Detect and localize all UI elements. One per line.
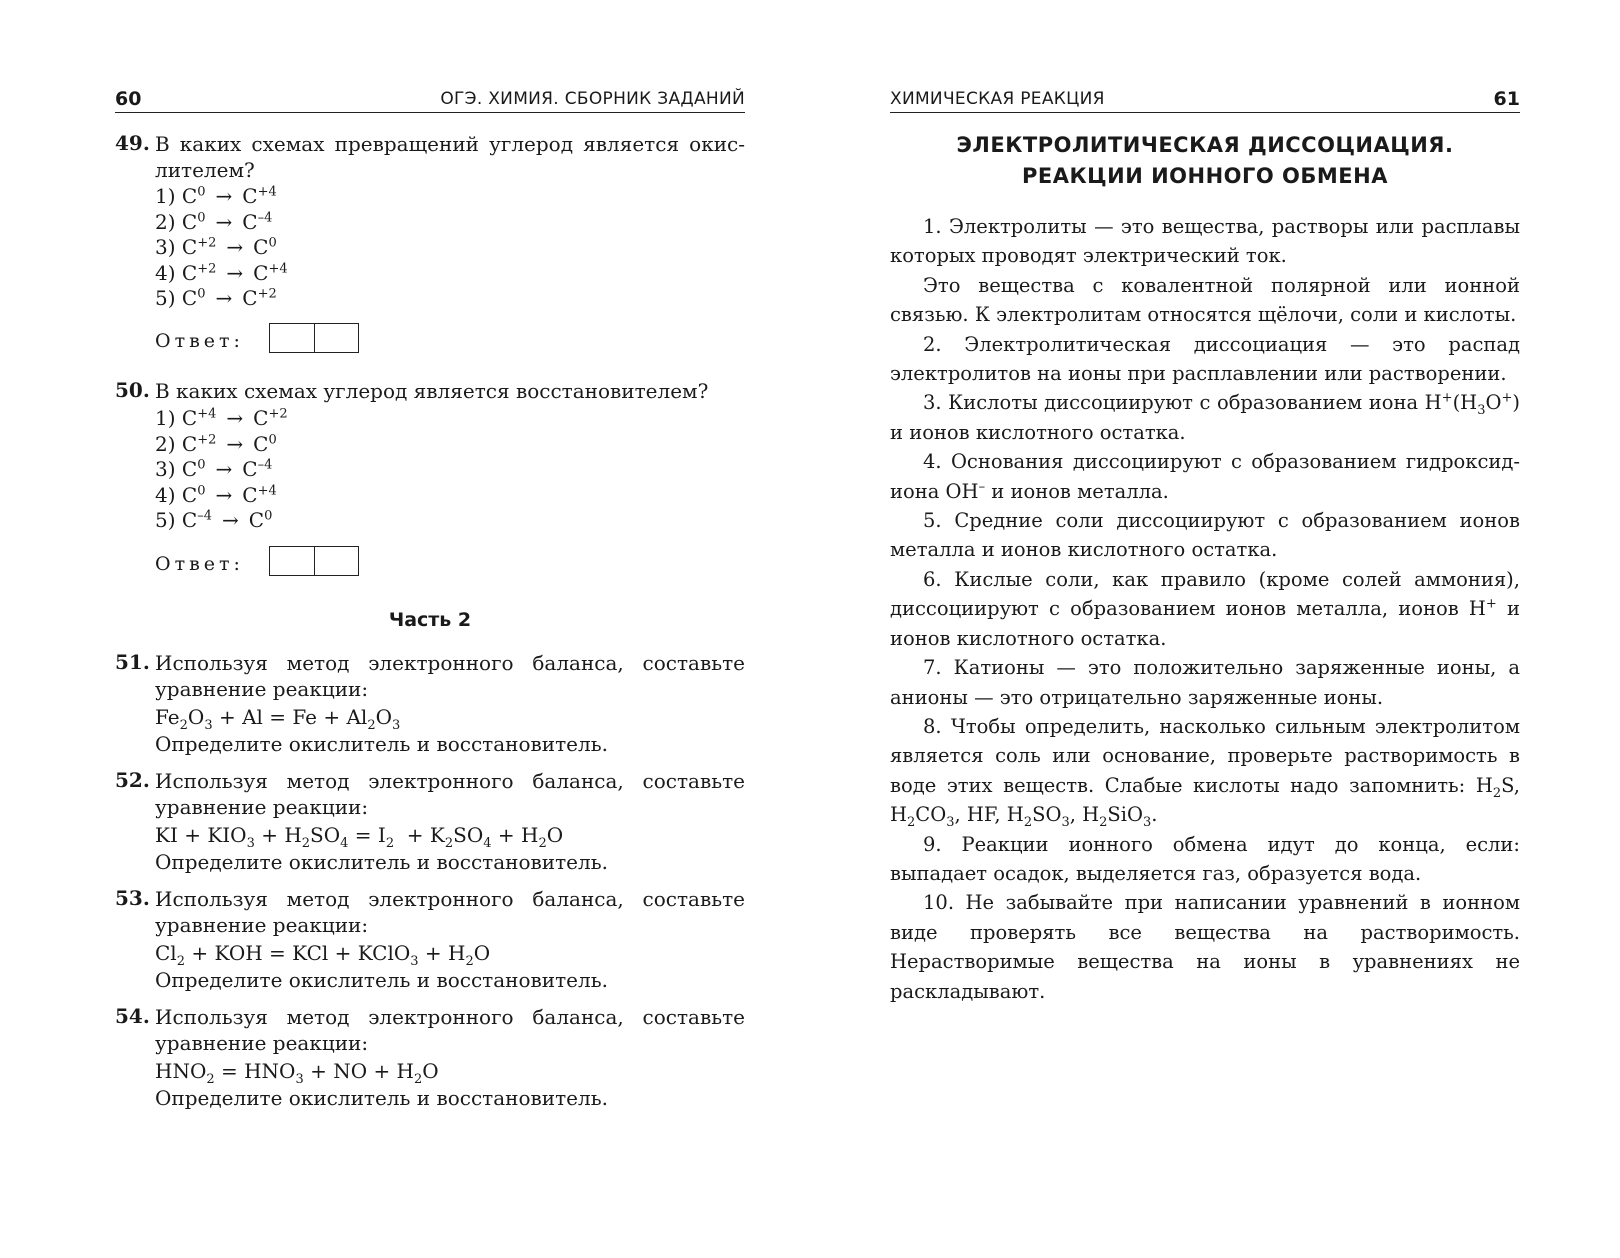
section-title-line: ЭЛЕКТРОЛИТИЧЕСКАЯ ДИССОЦИАЦИЯ. <box>956 133 1454 157</box>
reaction-equation: $Cl_2$ + KOH = KCl + KClO$_3$ + $H_2O$ <box>155 941 491 969</box>
paragraph: 4. Основания диссоциируют с образованием гидроксид-иона OH– и ионов металла. <box>890 450 1520 503</box>
option-text: 5) <box>155 508 182 532</box>
section-body <box>890 212 1520 1006</box>
paragraph: 10. Не забывайте при написании уравнений в ионном виде проверять все вещества на растворимость. Нерастворимые вещества на ионы в уравнениях не раскладывают. <box>890 891 1520 1003</box>
reaction-equation: $HNO_2 = HNO_3$ + NO + $H_2O$ <box>155 1059 439 1087</box>
option-text: 0 <box>264 508 273 524</box>
task-text: Определите окислитель и восстановитель. <box>155 850 608 874</box>
paragraph: 8. Чтобы определить, насколько сильным электролитом является соль или основание, проверьте растворимость в воде этих веществ. Слабые кислоты надо запомнить: $H_2S$, $H_2CO_3$, HF, $H_2SO_3$, $H_2SiO_3$. <box>890 714 1520 831</box>
paragraph-text: 3. Кислоты диссоциируют с образованием иона <box>923 391 1419 415</box>
option-text: C <box>181 508 198 532</box>
option-text: 0 <box>268 235 277 251</box>
page-number: 61 <box>1493 88 1520 110</box>
reaction-equation: $Fe_2O_3 + Al = Fe + Al_2O_3$ <box>155 705 401 733</box>
option-item <box>155 184 277 208</box>
option-text: –4 <box>257 209 273 225</box>
option-text: C <box>181 286 198 310</box>
option-text: C <box>242 457 258 481</box>
task-text: Определите окислитель и восстановитель. <box>155 968 608 992</box>
task-number: 50. <box>115 378 150 402</box>
option-text: C <box>181 457 198 481</box>
answer-box[interactable] <box>269 546 359 576</box>
arrow-icon: → <box>215 457 233 481</box>
task-text: В каких схемах превращений углерод является окис- <box>155 132 745 156</box>
option-item <box>155 235 277 259</box>
arrow-icon: → <box>215 184 233 208</box>
paragraph-text: и ионов металла. <box>985 479 1169 503</box>
task-text: Определите окислитель и восстановитель. <box>155 732 608 756</box>
option-text: 0 <box>197 209 206 225</box>
task-number: 53. <box>115 886 150 910</box>
option-text: +4 <box>268 260 288 276</box>
option-text: C <box>181 406 198 430</box>
answer-cell[interactable] <box>315 324 359 352</box>
option-text: +2 <box>257 286 277 302</box>
arrow-icon: → <box>215 209 233 234</box>
arrow-icon: → <box>215 482 233 507</box>
arrow-icon: → <box>226 235 244 259</box>
task-text: Определите окислитель и восстановитель. <box>155 1086 608 1110</box>
task-number: 54. <box>115 1004 150 1028</box>
running-title: ОГЭ. ХИМИЯ. СБОРНИК ЗАДАНИЙ <box>440 89 745 109</box>
arrow-icon: → <box>226 431 244 456</box>
answer-cell[interactable] <box>315 547 359 575</box>
option-text: 0 <box>197 482 206 498</box>
option-item <box>155 261 288 285</box>
task-number: 52. <box>115 768 150 792</box>
option-text: +4 <box>197 406 217 422</box>
option-text: C <box>253 235 269 259</box>
paragraph: 3. Кислоты диссоциируют с образованием иона $H^+(H_3O^+)$ и ионов кислотного остатка. <box>890 390 1520 444</box>
task-text: Используя метод электронного баланса, составьте <box>155 1005 745 1029</box>
option-text: 0 <box>197 457 206 473</box>
option-text: 0 <box>197 286 206 302</box>
reaction-equation: KI + $KIO_3 + H_2SO_4 = I_2 + K_2SO_4 + H_2O$ <box>155 823 564 851</box>
right-page-header <box>890 86 1520 113</box>
option-text: C <box>253 431 269 456</box>
running-title: ХИМИЧЕСКАЯ РЕАКЦИЯ <box>890 89 1105 109</box>
option-text: +2 <box>268 406 288 422</box>
answer-box[interactable] <box>269 323 359 353</box>
task-text: уравнение реакции: <box>155 1031 369 1055</box>
option-item <box>155 432 277 456</box>
option-text: C <box>242 482 258 507</box>
option-item <box>155 210 272 234</box>
option-text: 0 <box>268 431 277 447</box>
answer-cell[interactable] <box>270 324 315 352</box>
paragraph-text: 6. Кислые соли, как правило (кроме солей аммония), диссоциируют с образованием ионов металла, ионов H <box>890 567 1520 621</box>
option-text: C <box>242 184 258 208</box>
paragraph-text: и ионов кислотного остатка. <box>890 597 1520 650</box>
option-text: 0 <box>197 184 206 200</box>
option-text: 4) <box>155 482 182 507</box>
option-item <box>155 286 277 310</box>
option-text: 3) <box>155 457 182 481</box>
option-text: –4 <box>197 508 212 524</box>
option-text: +2 <box>197 260 217 276</box>
option-text: C <box>181 184 198 208</box>
arrow-icon: → <box>221 508 239 532</box>
option-item <box>155 508 272 532</box>
option-text: +2 <box>197 431 217 447</box>
task-text: В каких схемах углерод является восстановителем? <box>155 379 709 403</box>
option-item <box>155 406 288 430</box>
task-number: 49. <box>115 131 150 155</box>
paragraph: 7. Катионы — это положительно заряженные ионы, а анионы — это отрицательно заряженные ионы. <box>890 656 1520 709</box>
option-text: +4 <box>257 482 277 498</box>
left-page-header <box>115 86 745 113</box>
option-text: 4) <box>155 260 182 285</box>
option-text: 3) <box>155 235 182 259</box>
option-text: 2) <box>155 431 182 456</box>
paragraph-text: 8. Чтобы определить, насколько сильным электролитом является соль или основание, проверьте растворимость в воде этих веществ. Слабые кислоты надо запомнить: <box>890 714 1520 797</box>
option-item <box>155 457 272 481</box>
task-text: уравнение реакции: <box>155 913 369 937</box>
task-text: Используя метод электронного баланса, составьте <box>155 769 745 793</box>
page-number: 60 <box>115 88 142 110</box>
option-text: C <box>181 260 198 285</box>
option-text: C <box>181 235 198 259</box>
option-text: C <box>181 482 198 507</box>
option-text: C <box>253 406 269 430</box>
paragraph: Это вещества с ковалентной полярной или ионной связью. К электролитам относятся щёлочи, соли и кислоты. <box>890 273 1520 327</box>
paragraph: 1. Электролиты — это вещества, растворы или расплавы которых проводят электрический ток. <box>890 215 1520 268</box>
option-text: 2) <box>155 209 182 234</box>
paragraph: 5. Средние соли диссоциируют с образованием ионов металла и ионов кислотного остатка. <box>890 509 1520 562</box>
section-title-line: РЕАКЦИИ ИОННОГО ОБМЕНА <box>1021 164 1388 188</box>
paragraph: 6. Кислые соли, как правило (кроме солей аммония), диссоциируют с образованием ионов металла, ионов H+ и ионов кислотного остатка. <box>890 567 1520 650</box>
option-text: 5) <box>155 286 182 310</box>
answer-cell[interactable] <box>270 547 315 575</box>
task-text: уравнение реакции: <box>155 795 369 819</box>
arrow-icon: → <box>226 406 244 430</box>
part-2-title: Часть 2 <box>388 609 472 631</box>
answer-label: Ответ: <box>155 553 244 575</box>
paragraph-text: 4. Основания диссоциируют с образованием гидроксид-иона OH <box>890 450 1520 503</box>
task-number: 51. <box>115 650 150 674</box>
option-item <box>155 483 277 507</box>
option-text: C <box>253 260 269 285</box>
option-text: C <box>248 508 265 532</box>
section-title <box>890 130 1520 192</box>
option-text: C <box>242 286 258 310</box>
task-text: уравнение реакции: <box>155 677 369 701</box>
task-text: Используя метод электронного баланса, составьте <box>155 887 745 911</box>
option-text: C <box>181 431 198 456</box>
paragraph-text: ) и ионов кислотного остатка. <box>890 391 1520 444</box>
option-text: +4 <box>257 184 277 200</box>
option-text: C <box>181 209 198 234</box>
task-text: лителем? <box>155 158 255 182</box>
option-text: +2 <box>197 235 217 251</box>
paragraph: 2. Электролитическая диссоциация — это распад электролитов на ионы при расплавлении или растворении. <box>890 332 1520 386</box>
option-text: 1) <box>155 184 182 208</box>
answer-label: Ответ: <box>155 330 244 352</box>
option-text: –4 <box>257 457 273 473</box>
paragraph: 9. Реакции ионного обмена идут до конца, если: выпадает осадок, выделяется газ, образуется вода. <box>890 832 1520 885</box>
arrow-icon: → <box>226 260 244 285</box>
task-text: Используя метод электронного баланса, составьте <box>155 651 745 675</box>
option-text: C <box>242 209 258 234</box>
option-text: 1) <box>155 406 182 430</box>
arrow-icon: → <box>215 286 233 310</box>
